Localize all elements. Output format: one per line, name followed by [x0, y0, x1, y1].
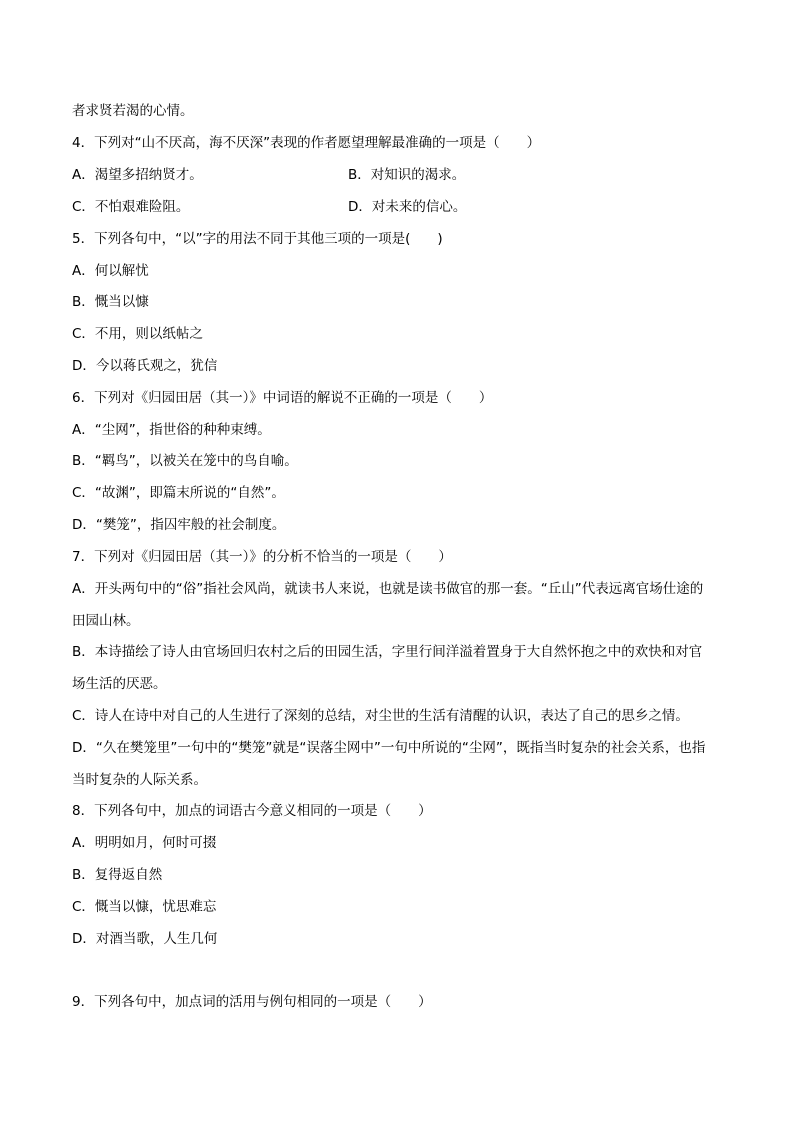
text-line: 者求贤若渴的心情。 — [72, 103, 194, 119]
question-5-option-d: D．今以蒋氏观之，犹信 — [72, 358, 218, 374]
question-4-stem: 4．下列对“山不厌高，海不厌深”表现的作者愿望理解最准确的一项是（ ） — [72, 135, 541, 151]
question-4-option-d: D．对未来的信心。 — [348, 199, 467, 215]
question-8-option-d: D．对酒当歌，人生几何 — [72, 931, 218, 947]
question-8-option-a: A．明明如月，何时可掇 — [72, 835, 217, 851]
question-4-option-c: C．不怕艰难险阻。 — [72, 199, 190, 215]
question-5-stem: 5．下列各句中，“以”字的用法不同于其他三项的一项是( ) — [72, 231, 443, 247]
question-7-option-a-cont: 田园山林。 — [72, 613, 140, 629]
question-7-option-b-cont: 场生活的厌恶。 — [72, 676, 167, 692]
question-4-option-b: B．对知识的渴求。 — [348, 167, 466, 183]
question-5-option-c: C．不用，则以纸帖之 — [72, 326, 203, 342]
question-7-option-b: B．本诗描绘了诗人由官场回归农村之后的田园生活，字里行间洋溢着置身于大自然怀抱之中的欢快和对官 — [72, 644, 703, 660]
question-6-option-c: C．“故渊”，即篇末所说的“自然”。 — [72, 485, 285, 501]
question-8-option-b: B．复得返自然 — [72, 867, 163, 883]
question-9-stem: 9．下列各句中，加点词的活用与例句相同的一项是（ ） — [72, 994, 432, 1010]
question-7-option-d-cont: 当时复杂的人际关系。 — [72, 772, 207, 788]
question-8-stem: 8．下列各句中，加点的词语古今意义相同的一项是（ ） — [72, 803, 432, 819]
question-5-option-a: A．何以解忧 — [72, 263, 149, 279]
question-6-option-a: A．“尘网”，指世俗的种种束缚。 — [72, 422, 271, 438]
question-8-option-c: C．慨当以慷，忧思难忘 — [72, 899, 217, 915]
question-7-option-a: A．开头两句中的“俗”指社会风尚，就读书人来说，也就是读书做官的那一套。“丘山”代表远离官场仕途的 — [72, 581, 704, 597]
question-6-stem: 6．下列对《归园田居（其一）》中词语的解说不正确的一项是（ ） — [72, 390, 493, 406]
question-7-option-d: D．“久在樊笼里”一句中的“樊笼”就是“误落尘网中”一句中所说的“尘网”，既指当时复杂的社会关系，也指 — [72, 740, 706, 756]
question-6-option-d: D．“樊笼”，指囚牢般的社会制度。 — [72, 517, 286, 533]
question-6-option-b: B．“羁鸟”，以被关在笼中的鸟自喻。 — [72, 453, 298, 469]
question-7-option-c: C．诗人在诗中对自己的人生进行了深刻的总结，对尘世的生活有清醒的认识，表达了自己的思乡之情。 — [72, 708, 689, 724]
question-5-option-b: B．慨当以慷 — [72, 294, 149, 310]
question-4-option-a: A．渴望多招纳贤才。 — [72, 167, 203, 183]
question-7-stem: 7．下列对《归园田居（其一）》的分析不恰当的一项是（ ） — [72, 549, 452, 565]
